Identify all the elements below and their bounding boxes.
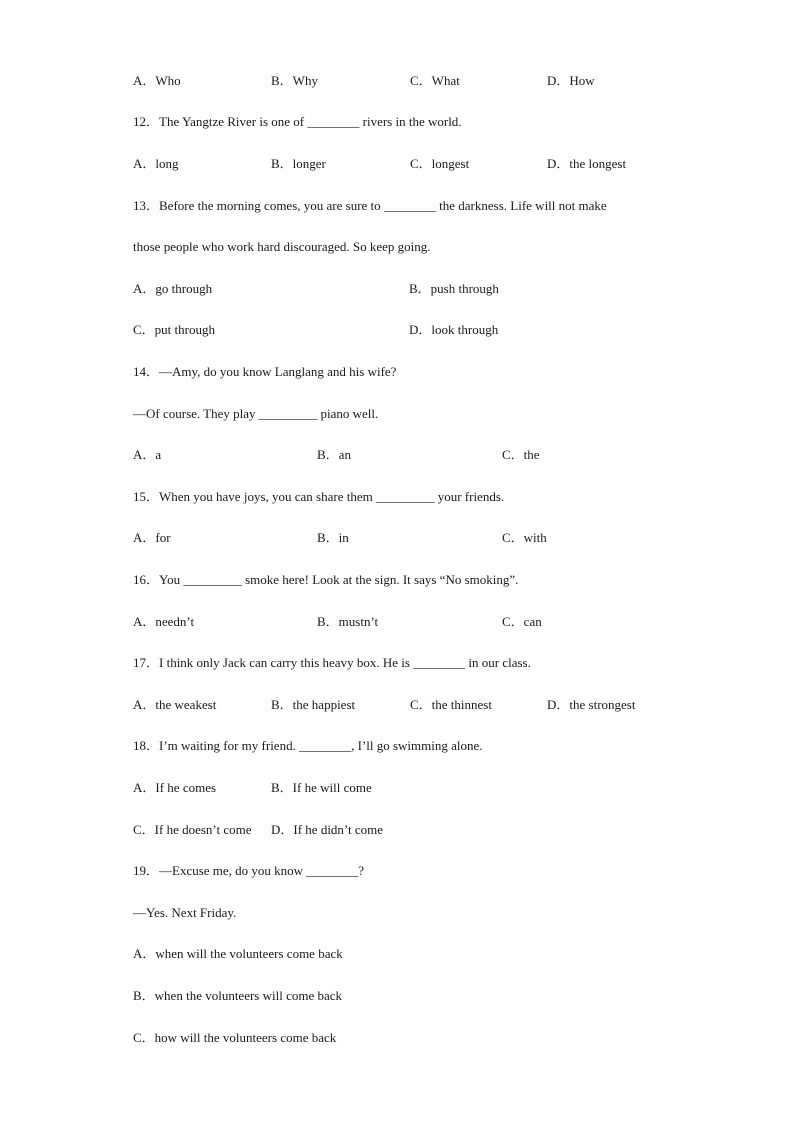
q15-option-a: A．for [133,530,171,545]
q17-option-c: C．the thinnest [410,697,492,712]
q11-option-c: C．What [410,73,460,88]
q12-option-d: D．the longest [547,156,627,171]
q11-options-row [133,71,595,91]
q19-stem-line1: 19．—Excuse me, do you know ________? [133,863,365,878]
q13-option-a: A．go through [133,281,213,296]
q13-option-b: B．push through [409,281,499,296]
q18-stem: 18．I’m waiting for my friend. ________, I’ll go swimming alone. [133,738,483,753]
q15-options-row [133,528,547,548]
q19-stem-line2: —Yes. Next Friday. [133,905,237,920]
q19-option-a: A．when will the volunteers come back [133,946,343,961]
q14-stem-line2: —Of course. They play _________ piano well. [133,406,379,421]
q13-options-row2 [133,320,499,340]
q16-options-row [133,612,542,632]
q16-option-c: C．can [502,614,542,629]
q14-option-b: B．an [317,447,351,462]
q18-option-c: C．If he doesn’t come [133,822,252,837]
q12-option-c: C．longest [410,156,470,171]
q12-option-b: B．longer [271,156,326,171]
q19-option-c: C．how will the volunteers come back [133,1030,337,1045]
q11-option-b: B．Why [271,73,318,88]
q13-options-row1 [133,279,499,299]
q18-option-b: B．If he will come [271,780,372,795]
q13-option-c: C．put through [133,322,215,337]
q11-option-d: D．How [547,73,595,88]
q18-option-d: D．If he didn’t come [271,822,384,837]
q17-option-b: B．the happiest [271,697,356,712]
q14-options-row [133,445,540,465]
q16-option-b: B．mustn’t [317,614,379,629]
q15-option-b: B．in [317,530,349,545]
q18-option-a: A．If he comes [133,780,217,795]
q15-option-c: C．with [502,530,547,545]
q14-option-a: A．a [133,447,162,462]
q17-option-a: A．the weakest [133,697,217,712]
q17-options-row [133,695,636,715]
q17-stem: 17．I think only Jack can carry this heavy box. He is ________ in our class. [133,655,531,670]
q13-stem-line2: those people who work hard discouraged. So keep going. [133,239,431,254]
q15-stem: 15．When you have joys, you can share them _________ your friends. [133,489,505,504]
q17-option-d: D．the strongest [547,697,636,712]
q18-options-row2 [133,820,384,840]
q11-option-a: A．Who [133,73,181,88]
q19-option-b: B．when the volunteers will come back [133,988,343,1003]
q18-options-row1 [133,778,372,798]
q13-stem-line1: 13．Before the morning comes, you are sure to ________ the darkness. Life will not make [133,198,607,213]
q12-option-a: A．long [133,156,179,171]
q16-stem: 16．You _________ smoke here! Look at the sign. It says “No smoking”. [133,572,519,587]
q14-stem-line1: 14．—Amy, do you know Langlang and his wife? [133,364,397,379]
q12-stem: 12．The Yangtze River is one of ________ rivers in the world. [133,114,462,129]
q13-option-d: D．look through [409,322,499,337]
q14-option-c: C．the [502,447,540,462]
q12-options-row [133,154,627,174]
q16-option-a: A．needn’t [133,614,195,629]
